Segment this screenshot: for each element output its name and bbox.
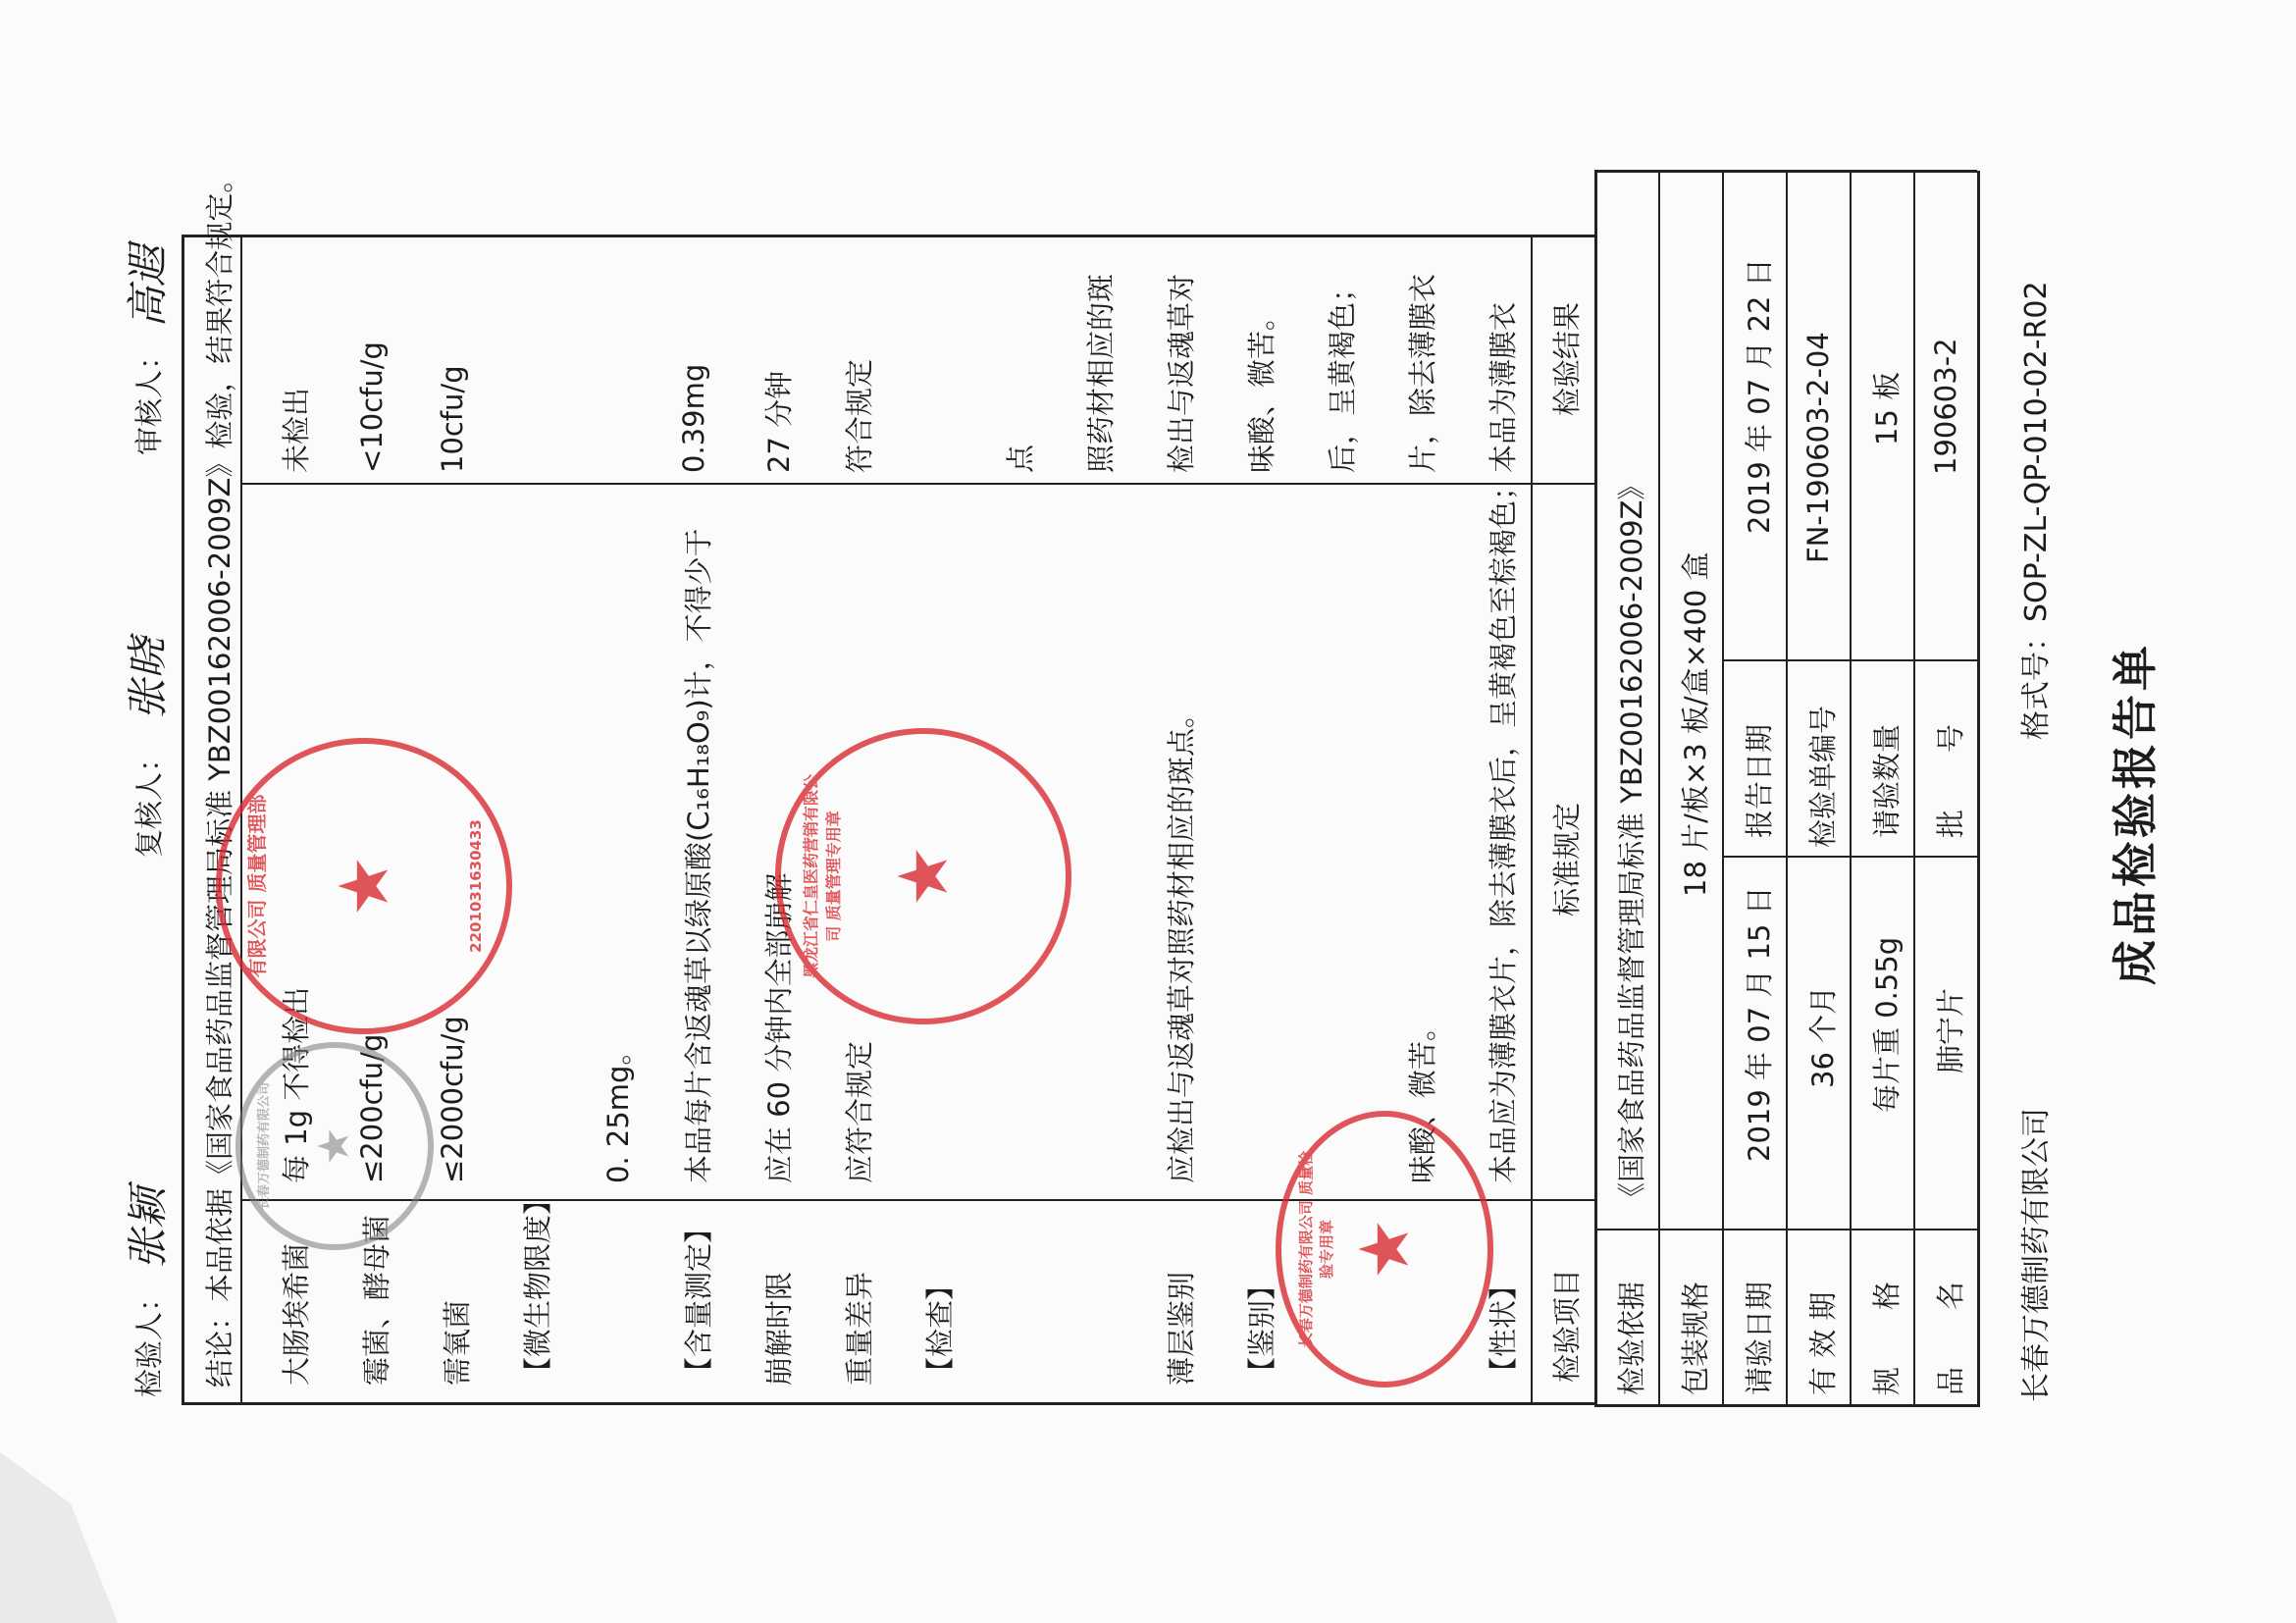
table-cell-item: 【微生物限度】: [521, 1185, 554, 1386]
table-cell-standard: 味酸、微苦。: [1406, 1012, 1439, 1183]
table-cell-result: 片，除去薄膜衣: [1406, 273, 1439, 473]
stamp-text: 长春万德制药有限公司 质量检验专用章: [1297, 1150, 1335, 1348]
label-batch: 批 号: [1934, 723, 1967, 838]
table-cell-result: 检出与返魂草对: [1165, 273, 1198, 473]
table-cell-result: 0.39mg: [677, 363, 710, 473]
label-report-no: 检验单编号: [1806, 705, 1840, 848]
stamp-star-icon: ★: [1344, 1218, 1425, 1281]
header-mid-divider2: [1722, 659, 1977, 661]
table-outer-right: [182, 235, 1594, 237]
stamp-star-icon: ★: [883, 845, 964, 908]
reviewer-label: 复核人：: [132, 743, 166, 858]
approver-label: 审核人：: [132, 340, 166, 455]
table-cell-standard: 本品应为薄膜衣片，除去薄膜衣后，呈黄褐色至棕褐色；: [1487, 471, 1520, 1183]
table-cell-item: 【性状】: [1487, 1271, 1520, 1386]
faded-stamp: [235, 1042, 434, 1250]
reviewer-signature: 张晓: [124, 637, 172, 720]
table-cell-item: 崩解时限: [762, 1271, 796, 1386]
company-qc-stamp: [1276, 1111, 1493, 1387]
table-cell-item: 【含量测定】: [682, 1214, 715, 1386]
format-number: 格式号：SOP-ZL-QP-010-02-R02: [2019, 281, 2054, 740]
stamp-text: 长春万德制药有限公司: [257, 1082, 272, 1211]
table-cell-standard: 0. 25mg。: [601, 1036, 635, 1183]
value-report-date: 2019 年 07 月 22 日: [1743, 258, 1776, 534]
label-basis: 检验依据: [1615, 1281, 1648, 1395]
header-left-border: [1594, 1404, 1977, 1407]
value-validity: 36 个月: [1806, 985, 1840, 1088]
value-spec: 每片重 0.55g: [1870, 936, 1904, 1113]
header-line: [1913, 171, 1915, 1407]
table-cell-item: 【鉴别】: [1245, 1271, 1278, 1386]
table-cell-result: 点: [1004, 444, 1037, 473]
company-name: 长春万德制药有限公司: [2019, 1108, 2054, 1402]
value-quantity: 15 板: [1870, 371, 1904, 445]
stamp-star-icon: ★: [324, 855, 404, 917]
table-cell-result: 未检出: [280, 387, 313, 473]
col-header-standard: 标准规定: [1550, 802, 1584, 916]
table-cell-result: 27 分钟: [762, 370, 796, 473]
header-line: [1850, 171, 1852, 1407]
report-title: 成品检验报告单: [2109, 642, 2162, 985]
table-cell-standard: 本品每片含返魂草以绿原酸(C₁₆H₁₈O₉)计，不得少于: [682, 528, 715, 1183]
stamp-text: 黑龙江省仁皇医药营销有限公司 质量管理专用章: [802, 774, 843, 979]
table-cell-result: 本品为薄膜衣: [1487, 301, 1520, 473]
table-cell-standard: 应检出与返魂草对照药材相应的斑点。: [1165, 699, 1198, 1183]
column-header-divider: [1531, 235, 1533, 1405]
table-cell-standard: 应在 60 分钟内全部崩解: [762, 872, 796, 1183]
label-product-name: 品 名: [1934, 1281, 1967, 1395]
value-report-no: FN-190603-2-04: [1801, 332, 1835, 563]
label-quantity: 请验数量: [1870, 723, 1904, 838]
table-cell-item: 大肠埃希菌: [280, 1242, 313, 1386]
conclusion-text: 结论：本品依据《国家食品药品监督管理局标准 YBZ00162006-2009Z》检验，结果符合规定。: [203, 164, 236, 1387]
table-cell-standard: 每 1g 不得检出: [280, 986, 313, 1183]
table-cell-result: 符合规定: [843, 358, 876, 473]
table-cell-item: 【检查】: [923, 1271, 957, 1386]
table-cell-result: 味酸、微苦。: [1245, 301, 1278, 473]
col-divider-result: [240, 483, 1594, 485]
table-left-border: [1594, 1404, 1595, 1407]
value-basis: 《国家食品药品监督管理局标准 YBZ00162006-2009Z》: [1615, 471, 1648, 1211]
table-cell-result: 照药材相应的斑: [1084, 273, 1118, 473]
value-packaging: 18 片/板×3 板/盒×400 盒: [1679, 551, 1712, 897]
header-right-border: [1594, 170, 1977, 173]
inspector-label: 检验人：: [132, 1283, 166, 1397]
header-top-border: [1977, 171, 1980, 1407]
stamp-code: 2201031630433: [467, 819, 485, 953]
table-cell-item: 霉菌、酵母菌: [360, 1214, 393, 1386]
table-cell-result: 后，呈黄褐色；: [1326, 273, 1359, 473]
table-cell-result: <10cfu/g: [355, 341, 389, 473]
receiving-stamp: [216, 738, 512, 1034]
third-party-stamp: [775, 728, 1071, 1024]
label-validity: 有 效 期: [1806, 1291, 1840, 1395]
stamp-star-icon: ★: [309, 1126, 359, 1166]
label-packaging: 包装规格: [1679, 1281, 1712, 1395]
table-cell-standard: 应符合规定: [843, 1040, 876, 1183]
table-cell-standard: ≤200cfu/g: [355, 1033, 389, 1183]
header-line: [1594, 171, 1597, 1407]
header-mid-divider: [1722, 856, 1977, 858]
table-cell-item: 重量差异: [843, 1271, 876, 1386]
header-label-divider: [1594, 1229, 1977, 1230]
stamp-text: 有限公司 质量管理部: [245, 794, 269, 978]
value-product-name: 肺宁片: [1934, 987, 1967, 1073]
approver-signature: 高遐: [124, 244, 172, 328]
value-request-date: 2019 年 07 月 15 日: [1743, 886, 1776, 1162]
label-report-date: 报告日期: [1743, 723, 1776, 838]
table-cell-item: 薄层鉴别: [1165, 1271, 1198, 1386]
inspector-signature: 张颖: [124, 1186, 172, 1270]
table-cell-result: 10cfu/g: [436, 365, 469, 473]
table-outer-left: [182, 1402, 1594, 1405]
label-spec: 规 格: [1870, 1281, 1904, 1395]
table-bottom-border: [182, 235, 184, 1405]
table-cell-item: 需氧菌: [441, 1299, 474, 1386]
table-cell-standard: ≤2000cfu/g: [436, 1016, 469, 1183]
col-header-result: 检验结果: [1550, 301, 1584, 416]
header-line: [1786, 171, 1788, 1407]
label-request-date: 请验日期: [1743, 1281, 1776, 1395]
header-line: [1658, 171, 1660, 1407]
value-batch: 190603-2: [1929, 338, 1962, 475]
header-line: [1722, 171, 1724, 1407]
col-header-item: 检验项目: [1550, 1268, 1584, 1383]
